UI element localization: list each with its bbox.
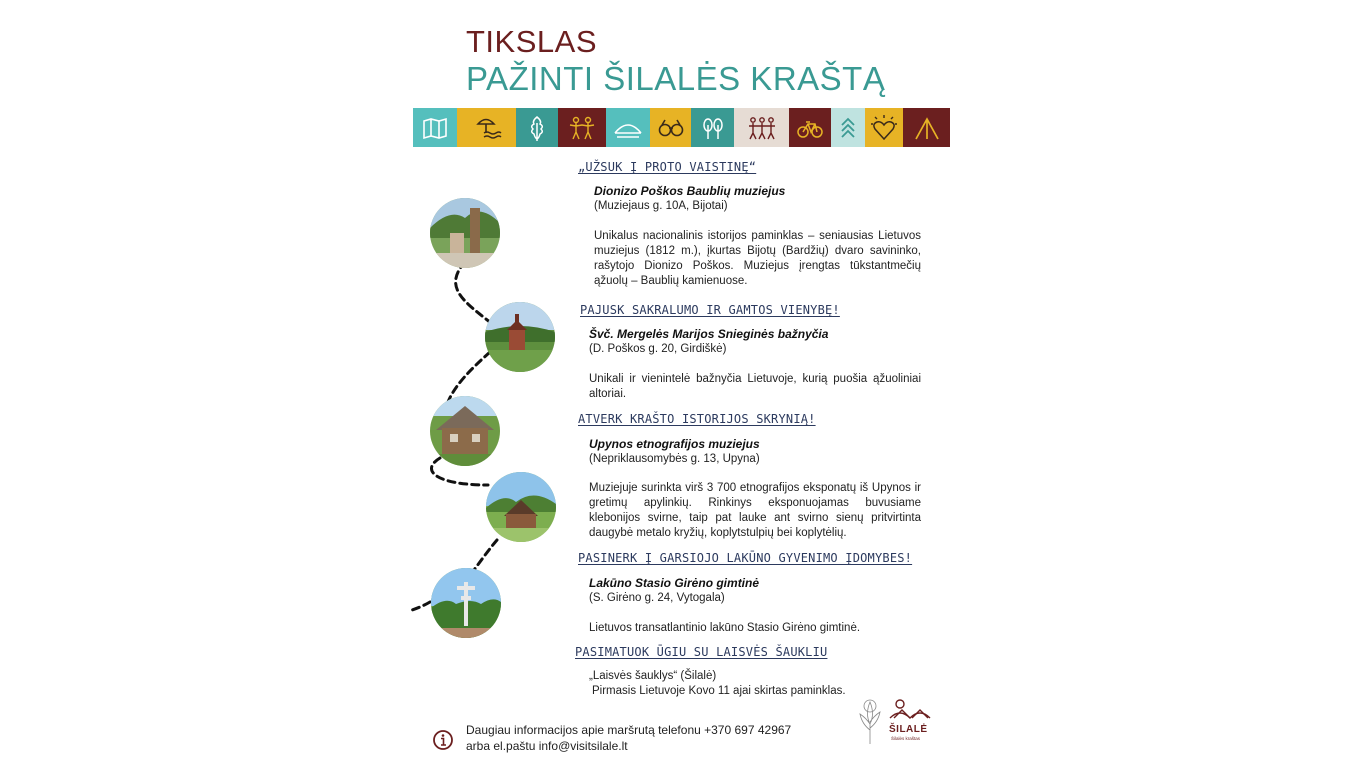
photo-girdiske-church [485, 302, 555, 372]
section3-heading: ATVERK KRAŠTO ISTORIJOS SKRYNIĄ! [578, 412, 816, 426]
info-icon [432, 729, 454, 751]
section2-place: Švč. Mergelės Marijos Snieginės bažnyčia [589, 327, 829, 341]
photo-baubliai-museum [430, 198, 500, 268]
section3-place: Upynos etnografijos muziejus [589, 437, 760, 451]
section1-description: Unikalus nacionalinis istorijos paminklas – seniausias Lietuvos muziejus (1812 m.), įkurtas Bijotų (Bardžių) dvaro savininko, rašytojo Dionizo Poškos. Muziejus įrengtas tūkstantmečių ąžuolų – Baublių kamienuose. [594, 230, 921, 287]
logo-subtext: Šilalės kraštas [891, 736, 921, 741]
section5-heading: PASIMATUOK ŪGIU SU LAISVĖS ŠAUKLIU [575, 645, 828, 659]
title-line1: TIKSLAS [466, 24, 597, 59]
section2-description: Unikali ir vienintelė bažnyčia Lietuvoje, kurią puošia ąžuoliniai altoriai. [589, 373, 921, 400]
title-line2: PAŽINTI ŠILALĖS KRAŠTĄ [466, 60, 886, 97]
logo-text: ŠILALĖ [889, 724, 928, 735]
section1-place: Dionizo Poškos Baublių muziejus [594, 184, 786, 198]
section5-description: Pirmasis Lietuvoje Kovo 11 ajai skirtas paminklas. [592, 685, 846, 697]
section5-place: „Laisvės šauklys“ (Šilalė) [589, 670, 717, 682]
section4-address: (S. Girėno g. 24, Vytogala) [589, 592, 725, 604]
section4-heading: PASINERK Į GARSIOJO LAKŪNO GYVENIMO ĮDOMYBES! [578, 551, 913, 565]
section1-address: (Muziejaus g. 10A, Bijotai) [594, 200, 728, 212]
photo-upyna-church [486, 472, 556, 542]
contact-info [466, 722, 791, 754]
contact-line1: Daugiau informacijos apie maršrutą telefonu +370 697 42967 [466, 723, 792, 737]
section3-address: (Nepriklausomybės g. 13, Upyna) [589, 453, 760, 465]
section1-heading: „UŽSUK Į PROTO VAISTINĘ“ [578, 160, 757, 174]
photo-girenas-monument [431, 568, 501, 638]
section2-address: (D. Poškos g. 20, Girdiškė) [589, 343, 727, 355]
section2-heading: PAJUSK SAKRALUMO IR GAMTOS VIENYBĘ! [580, 303, 840, 317]
section3-description: Muziejuje surinkta virš 3 700 etnografijos eksponatų iš Upynos ir gretimų apylinkių. Rinkinys eksponuojamas buvusiame klebonijos svirne, taip pat lauke ant svirno sienų pritvirtinta daugybė metalo kryžių, koplytstulpių bei koplytėlių. [589, 482, 921, 539]
photo-upyna-museum [430, 396, 500, 466]
contact-line2: arba el.paštu info@visitsilale.lt [466, 739, 628, 753]
section4-description: Lietuvos transatlantinio lakūno Stasio Girėno gimtinė. [589, 622, 861, 634]
section4-place: Lakūno Stasio Girėno gimtinė [589, 576, 760, 590]
